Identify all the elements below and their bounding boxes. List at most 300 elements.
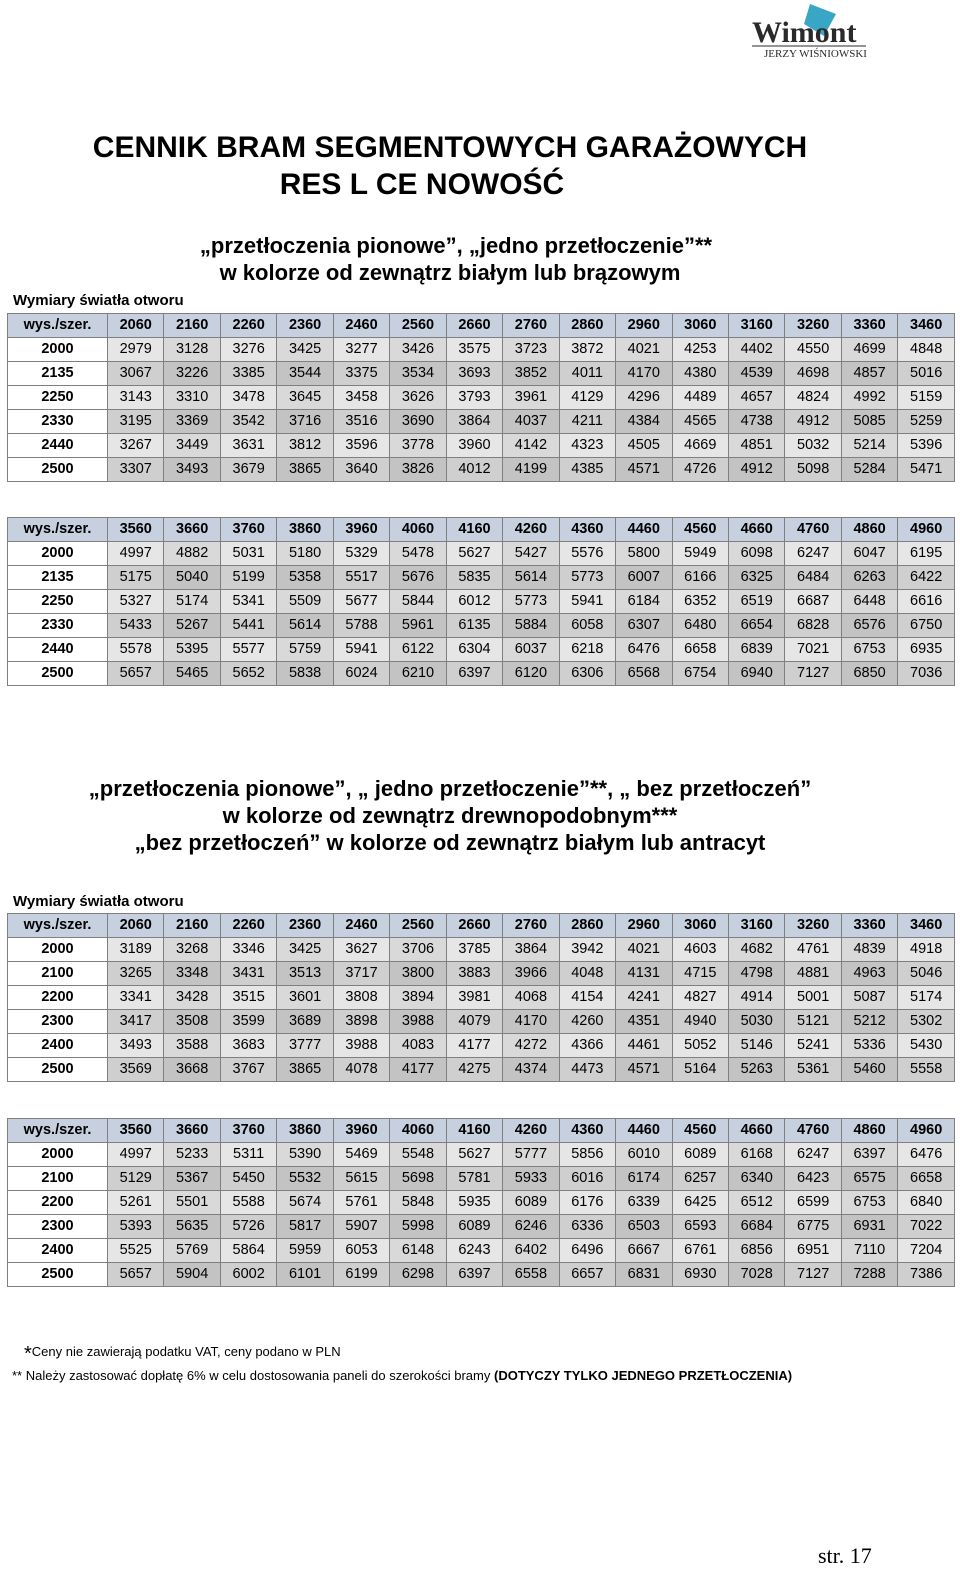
price-cell: 3493 xyxy=(108,1034,164,1058)
footnote-star: * xyxy=(24,1343,32,1365)
height-header: 2400 xyxy=(8,1239,108,1263)
height-header: 2200 xyxy=(8,986,108,1010)
price-cell: 5046 xyxy=(898,962,955,986)
price-cell: 6120 xyxy=(503,662,559,686)
width-header: 2360 xyxy=(277,914,333,938)
price-cell: 3988 xyxy=(390,1010,446,1034)
wimont-logo-graphic xyxy=(748,2,870,64)
price-cell: 3265 xyxy=(108,962,164,986)
price-cell: 4177 xyxy=(446,1034,502,1058)
price-cell: 7127 xyxy=(785,1263,841,1287)
price-cell: 4260 xyxy=(559,1010,615,1034)
price-cell: 6101 xyxy=(277,1263,333,1287)
price-cell: 6503 xyxy=(616,1215,672,1239)
price-cell: 5121 xyxy=(785,1010,841,1034)
width-header: 2060 xyxy=(108,314,164,338)
height-header: 2135 xyxy=(8,362,108,386)
price-cell: 6423 xyxy=(785,1167,841,1191)
price-cell: 5263 xyxy=(728,1058,784,1082)
table-row xyxy=(8,1167,955,1191)
price-cell: 4839 xyxy=(841,938,897,962)
table-row xyxy=(8,962,955,986)
price-cell: 3534 xyxy=(390,362,446,386)
price-cell: 5576 xyxy=(559,542,615,566)
price-cell: 3668 xyxy=(164,1058,220,1082)
price-cell: 4048 xyxy=(559,962,615,986)
price-cell: 4142 xyxy=(503,434,559,458)
price-cell: 5233 xyxy=(164,1143,220,1167)
price-cell: 6753 xyxy=(841,638,897,662)
price-cell: 4131 xyxy=(616,962,672,986)
price-cell: 4154 xyxy=(559,986,615,1010)
price-cell: 6951 xyxy=(785,1239,841,1263)
price-cell: 4078 xyxy=(333,1058,389,1082)
price-cell: 3385 xyxy=(220,362,276,386)
price-cell: 6754 xyxy=(672,662,728,686)
price-cell: 5478 xyxy=(390,542,446,566)
price-cell: 4699 xyxy=(841,338,897,362)
price-cell: 3852 xyxy=(503,362,559,386)
price-cell: 6325 xyxy=(728,566,784,590)
table-row xyxy=(8,566,955,590)
width-header: 4960 xyxy=(898,518,955,542)
price-cell: 3894 xyxy=(390,986,446,1010)
price-cell: 6576 xyxy=(841,614,897,638)
footnote-surcharge xyxy=(12,1368,792,1383)
price-cell: 3458 xyxy=(333,386,389,410)
price-cell: 6135 xyxy=(446,614,502,638)
price-cell: 4211 xyxy=(559,410,615,434)
price-cell: 4461 xyxy=(616,1034,672,1058)
price-cell: 4351 xyxy=(616,1010,672,1034)
price-cell: 4827 xyxy=(672,986,728,1010)
price-cell: 3428 xyxy=(164,986,220,1010)
price-cell: 3569 xyxy=(108,1058,164,1082)
price-cell: 3864 xyxy=(446,410,502,434)
price-cell: 4011 xyxy=(559,362,615,386)
table-row xyxy=(8,542,955,566)
price-cell: 5777 xyxy=(503,1143,559,1167)
price-cell: 3961 xyxy=(503,386,559,410)
price-cell: 6174 xyxy=(616,1167,672,1191)
price-cell: 6053 xyxy=(333,1239,389,1263)
width-header: 4560 xyxy=(672,1119,728,1143)
price-cell: 6246 xyxy=(503,1215,559,1239)
price-cell: 3425 xyxy=(277,938,333,962)
price-cell: 3449 xyxy=(164,434,220,458)
price-cell: 3865 xyxy=(277,1058,333,1082)
price-cell: 6002 xyxy=(220,1263,276,1287)
price-cell: 4682 xyxy=(728,938,784,962)
price-cell: 6512 xyxy=(728,1191,784,1215)
price-cell: 3067 xyxy=(108,362,164,386)
price-cell: 5031 xyxy=(220,542,276,566)
width-header: 4160 xyxy=(446,1119,502,1143)
price-cell: 6352 xyxy=(672,590,728,614)
price-cell: 3988 xyxy=(333,1034,389,1058)
price-cell: 3588 xyxy=(164,1034,220,1058)
table-row xyxy=(8,590,955,614)
price-cell: 5532 xyxy=(277,1167,333,1191)
price-cell: 5674 xyxy=(277,1191,333,1215)
width-header: 4360 xyxy=(559,1119,615,1143)
price-cell: 4253 xyxy=(672,338,728,362)
price-cell: 4848 xyxy=(898,338,955,362)
width-header: 4260 xyxy=(503,1119,559,1143)
price-cell: 5726 xyxy=(220,1215,276,1239)
price-cell: 6089 xyxy=(446,1215,502,1239)
price-cell: 3793 xyxy=(446,386,502,410)
price-cell: 6558 xyxy=(503,1263,559,1287)
price-cell: 5129 xyxy=(108,1167,164,1191)
height-header: 2100 xyxy=(8,1167,108,1191)
price-cell: 3778 xyxy=(390,434,446,458)
price-cell: 4380 xyxy=(672,362,728,386)
price-cell: 6575 xyxy=(841,1167,897,1191)
price-cell: 5933 xyxy=(503,1167,559,1191)
price-cell: 6340 xyxy=(728,1167,784,1191)
width-header: 2260 xyxy=(220,914,276,938)
width-header: 2360 xyxy=(277,314,333,338)
price-cell: 6840 xyxy=(898,1191,955,1215)
price-cell: 5525 xyxy=(108,1239,164,1263)
price-cell: 7288 xyxy=(841,1263,897,1287)
price-table-s2-b xyxy=(7,1118,955,1287)
price-cell: 4170 xyxy=(616,362,672,386)
price-cell: 4021 xyxy=(616,338,672,362)
price-cell: 6750 xyxy=(898,614,955,638)
price-cell: 5361 xyxy=(785,1058,841,1082)
price-cell: 5835 xyxy=(446,566,502,590)
price-cell: 5773 xyxy=(559,566,615,590)
price-cell: 7021 xyxy=(785,638,841,662)
price-cell: 3143 xyxy=(108,386,164,410)
width-header: 3260 xyxy=(785,314,841,338)
price-cell: 5698 xyxy=(390,1167,446,1191)
width-header: 4660 xyxy=(728,1119,784,1143)
price-cell: 4539 xyxy=(728,362,784,386)
price-cell: 5558 xyxy=(898,1058,955,1082)
price-cell: 3960 xyxy=(446,434,502,458)
price-cell: 3808 xyxy=(333,986,389,1010)
price-cell: 5358 xyxy=(277,566,333,590)
price-cell: 5146 xyxy=(728,1034,784,1058)
price-cell: 6247 xyxy=(785,1143,841,1167)
height-header: 2000 xyxy=(8,338,108,362)
price-cell: 4241 xyxy=(616,986,672,1010)
price-cell: 6476 xyxy=(898,1143,955,1167)
width-header: 4860 xyxy=(841,1119,897,1143)
price-cell: 3431 xyxy=(220,962,276,986)
price-cell: 6831 xyxy=(616,1263,672,1287)
price-cell: 3426 xyxy=(390,338,446,362)
price-cell: 3767 xyxy=(220,1058,276,1082)
price-cell: 5676 xyxy=(390,566,446,590)
width-header: 3260 xyxy=(785,914,841,938)
price-cell: 4199 xyxy=(503,458,559,482)
price-cell: 3812 xyxy=(277,434,333,458)
price-cell: 5657 xyxy=(108,662,164,686)
price-cell: 4657 xyxy=(728,386,784,410)
price-cell: 6448 xyxy=(841,590,897,614)
price-cell: 3307 xyxy=(108,458,164,482)
price-cell: 5395 xyxy=(164,638,220,662)
price-cell: 3864 xyxy=(503,938,559,962)
corner-header: wys./szer. xyxy=(8,1119,108,1143)
price-cell: 3599 xyxy=(220,1010,276,1034)
price-cell: 2979 xyxy=(108,338,164,362)
price-cell: 6658 xyxy=(898,1167,955,1191)
price-cell: 6593 xyxy=(672,1215,728,1239)
price-cell: 5460 xyxy=(841,1058,897,1082)
width-header: 3760 xyxy=(220,518,276,542)
price-cell: 6484 xyxy=(785,566,841,590)
corner-header: wys./szer. xyxy=(8,314,108,338)
price-cell: 4571 xyxy=(616,458,672,482)
width-header: 2260 xyxy=(220,314,276,338)
width-header: 3660 xyxy=(164,518,220,542)
price-cell: 5001 xyxy=(785,986,841,1010)
price-cell: 6476 xyxy=(616,638,672,662)
price-cell: 5302 xyxy=(898,1010,955,1034)
width-header: 3360 xyxy=(841,314,897,338)
width-header: 4760 xyxy=(785,518,841,542)
price-cell: 4992 xyxy=(841,386,897,410)
price-cell: 6298 xyxy=(390,1263,446,1287)
price-cell: 4079 xyxy=(446,1010,502,1034)
width-header: 3860 xyxy=(277,1119,333,1143)
price-cell: 6257 xyxy=(672,1167,728,1191)
price-cell: 5657 xyxy=(108,1263,164,1287)
price-cell: 3195 xyxy=(108,410,164,434)
price-cell: 6089 xyxy=(503,1191,559,1215)
price-cell: 6931 xyxy=(841,1215,897,1239)
section2-heading-1: „przetłoczenia pionowe”, „ jedno przetłoczenie”**, „ bez przetłoczeń” xyxy=(88,776,812,801)
svg-text:JERZY WIŚNIOWSKI: JERZY WIŚNIOWSKI xyxy=(764,48,867,60)
price-cell: 5935 xyxy=(446,1191,502,1215)
table-row xyxy=(8,458,955,482)
price-cell: 5635 xyxy=(164,1215,220,1239)
price-cell: 5959 xyxy=(277,1239,333,1263)
width-header: 2860 xyxy=(559,314,615,338)
corner-header: wys./szer. xyxy=(8,518,108,542)
price-cell: 4366 xyxy=(559,1034,615,1058)
price-cell: 6306 xyxy=(559,662,615,686)
price-cell: 3826 xyxy=(390,458,446,482)
price-cell: 5469 xyxy=(333,1143,389,1167)
width-header: 4260 xyxy=(503,518,559,542)
price-cell: 3268 xyxy=(164,938,220,962)
price-cell: 5759 xyxy=(277,638,333,662)
table-row xyxy=(8,1239,955,1263)
height-header: 2500 xyxy=(8,458,108,482)
height-header: 2000 xyxy=(8,542,108,566)
price-cell: 5433 xyxy=(108,614,164,638)
width-header: 3160 xyxy=(728,914,784,938)
price-cell: 6397 xyxy=(446,1263,502,1287)
price-cell: 5627 xyxy=(446,542,502,566)
price-cell: 4997 xyxy=(108,542,164,566)
price-cell: 5856 xyxy=(559,1143,615,1167)
price-cell: 4798 xyxy=(728,962,784,986)
width-header: 4160 xyxy=(446,518,502,542)
price-cell: 6199 xyxy=(333,1263,389,1287)
price-cell: 3346 xyxy=(220,938,276,962)
price-table-s1-b xyxy=(7,517,955,686)
price-cell: 6599 xyxy=(785,1191,841,1215)
price-cell: 5098 xyxy=(785,458,841,482)
price-cell: 5517 xyxy=(333,566,389,590)
width-header: 3860 xyxy=(277,518,333,542)
table-row xyxy=(8,1010,955,1034)
price-cell: 4857 xyxy=(841,362,897,386)
price-cell: 5329 xyxy=(333,542,389,566)
price-cell: 7204 xyxy=(898,1239,955,1263)
price-cell: 3693 xyxy=(446,362,502,386)
header-row xyxy=(8,518,955,542)
price-cell: 6016 xyxy=(559,1167,615,1191)
price-cell: 3966 xyxy=(503,962,559,986)
price-cell: 6218 xyxy=(559,638,615,662)
price-cell: 6397 xyxy=(446,662,502,686)
price-cell: 6687 xyxy=(785,590,841,614)
table-row xyxy=(8,338,955,362)
price-cell: 6761 xyxy=(672,1239,728,1263)
price-cell: 3717 xyxy=(333,962,389,986)
price-cell: 5509 xyxy=(277,590,333,614)
price-cell: 6166 xyxy=(672,566,728,590)
table-row xyxy=(8,1143,955,1167)
price-cell: 6496 xyxy=(559,1239,615,1263)
width-header: 2960 xyxy=(616,314,672,338)
table-row xyxy=(8,410,955,434)
price-cell: 4851 xyxy=(728,434,784,458)
price-cell: 4997 xyxy=(108,1143,164,1167)
price-cell: 5393 xyxy=(108,1215,164,1239)
price-cell: 4550 xyxy=(785,338,841,362)
price-cell: 5261 xyxy=(108,1191,164,1215)
price-cell: 6304 xyxy=(446,638,502,662)
price-cell: 5614 xyxy=(503,566,559,590)
price-cell: 5998 xyxy=(390,1215,446,1239)
width-header: 2160 xyxy=(164,314,220,338)
price-cell: 3513 xyxy=(277,962,333,986)
price-cell: 5085 xyxy=(841,410,897,434)
width-header: 4060 xyxy=(390,1119,446,1143)
price-cell: 6336 xyxy=(559,1215,615,1239)
width-header: 4560 xyxy=(672,518,728,542)
height-header: 2500 xyxy=(8,662,108,686)
price-cell: 5427 xyxy=(503,542,559,566)
price-cell: 6047 xyxy=(841,542,897,566)
price-cell: 5577 xyxy=(220,638,276,662)
price-cell: 3310 xyxy=(164,386,220,410)
price-cell: 3277 xyxy=(333,338,389,362)
table-row xyxy=(8,986,955,1010)
price-cell: 5838 xyxy=(277,662,333,686)
price-cell: 4565 xyxy=(672,410,728,434)
price-cell: 5327 xyxy=(108,590,164,614)
price-cell: 3883 xyxy=(446,962,502,986)
height-header: 2300 xyxy=(8,1010,108,1034)
price-cell: 3777 xyxy=(277,1034,333,1058)
price-cell: 3267 xyxy=(108,434,164,458)
price-cell: 7036 xyxy=(898,662,955,686)
price-cell: 3128 xyxy=(164,338,220,362)
price-cell: 4715 xyxy=(672,962,728,986)
price-cell: 3515 xyxy=(220,986,276,1010)
price-cell: 5800 xyxy=(616,542,672,566)
height-header: 2400 xyxy=(8,1034,108,1058)
price-cell: 3493 xyxy=(164,458,220,482)
price-cell: 6397 xyxy=(841,1143,897,1167)
width-header: 2460 xyxy=(333,914,389,938)
price-cell: 3276 xyxy=(220,338,276,362)
price-cell: 3348 xyxy=(164,962,220,986)
price-cell: 3690 xyxy=(390,410,446,434)
page-subtitle: RES L CE NOWOŚĆ xyxy=(279,168,565,201)
price-cell: 4275 xyxy=(446,1058,502,1082)
price-cell: 5341 xyxy=(220,590,276,614)
price-cell: 4571 xyxy=(616,1058,672,1082)
price-cell: 4881 xyxy=(785,962,841,986)
price-cell: 5450 xyxy=(220,1167,276,1191)
width-header: 3460 xyxy=(898,914,955,938)
price-cell: 4170 xyxy=(503,1010,559,1034)
height-header: 2330 xyxy=(8,614,108,638)
price-cell: 5040 xyxy=(164,566,220,590)
height-header: 2000 xyxy=(8,1143,108,1167)
price-cell: 4385 xyxy=(559,458,615,482)
price-cell: 6839 xyxy=(728,638,784,662)
price-cell: 3425 xyxy=(277,338,333,362)
width-header: 2960 xyxy=(616,914,672,938)
width-header: 4360 xyxy=(559,518,615,542)
price-cell: 6243 xyxy=(446,1239,502,1263)
price-cell: 6940 xyxy=(728,662,784,686)
price-cell: 5652 xyxy=(220,662,276,686)
price-cell: 6402 xyxy=(503,1239,559,1263)
price-cell: 6010 xyxy=(616,1143,672,1167)
price-cell: 6168 xyxy=(728,1143,784,1167)
price-cell: 4603 xyxy=(672,938,728,962)
price-cell: 6148 xyxy=(390,1239,446,1263)
table-row xyxy=(8,362,955,386)
price-cell: 3596 xyxy=(333,434,389,458)
price-cell: 4402 xyxy=(728,338,784,362)
width-header: 3160 xyxy=(728,314,784,338)
price-cell: 7127 xyxy=(785,662,841,686)
height-header: 2330 xyxy=(8,410,108,434)
width-header: 3360 xyxy=(841,914,897,938)
price-cell: 6657 xyxy=(559,1263,615,1287)
price-cell: 3575 xyxy=(446,338,502,362)
price-cell: 7022 xyxy=(898,1215,955,1239)
footnote-vat-text: Ceny nie zawierają podatku VAT, ceny podano w PLN xyxy=(31,1344,341,1359)
price-cell: 3189 xyxy=(108,938,164,962)
svg-text:Wimont: Wimont xyxy=(752,16,857,49)
price-cell: 3631 xyxy=(220,434,276,458)
price-cell: 6568 xyxy=(616,662,672,686)
price-cell: 4177 xyxy=(390,1058,446,1082)
width-header: 3960 xyxy=(333,1119,389,1143)
height-header: 2200 xyxy=(8,1191,108,1215)
price-cell: 6089 xyxy=(672,1143,728,1167)
width-header: 3960 xyxy=(333,518,389,542)
width-header: 3060 xyxy=(672,914,728,938)
price-cell: 5848 xyxy=(390,1191,446,1215)
price-cell: 6850 xyxy=(841,662,897,686)
